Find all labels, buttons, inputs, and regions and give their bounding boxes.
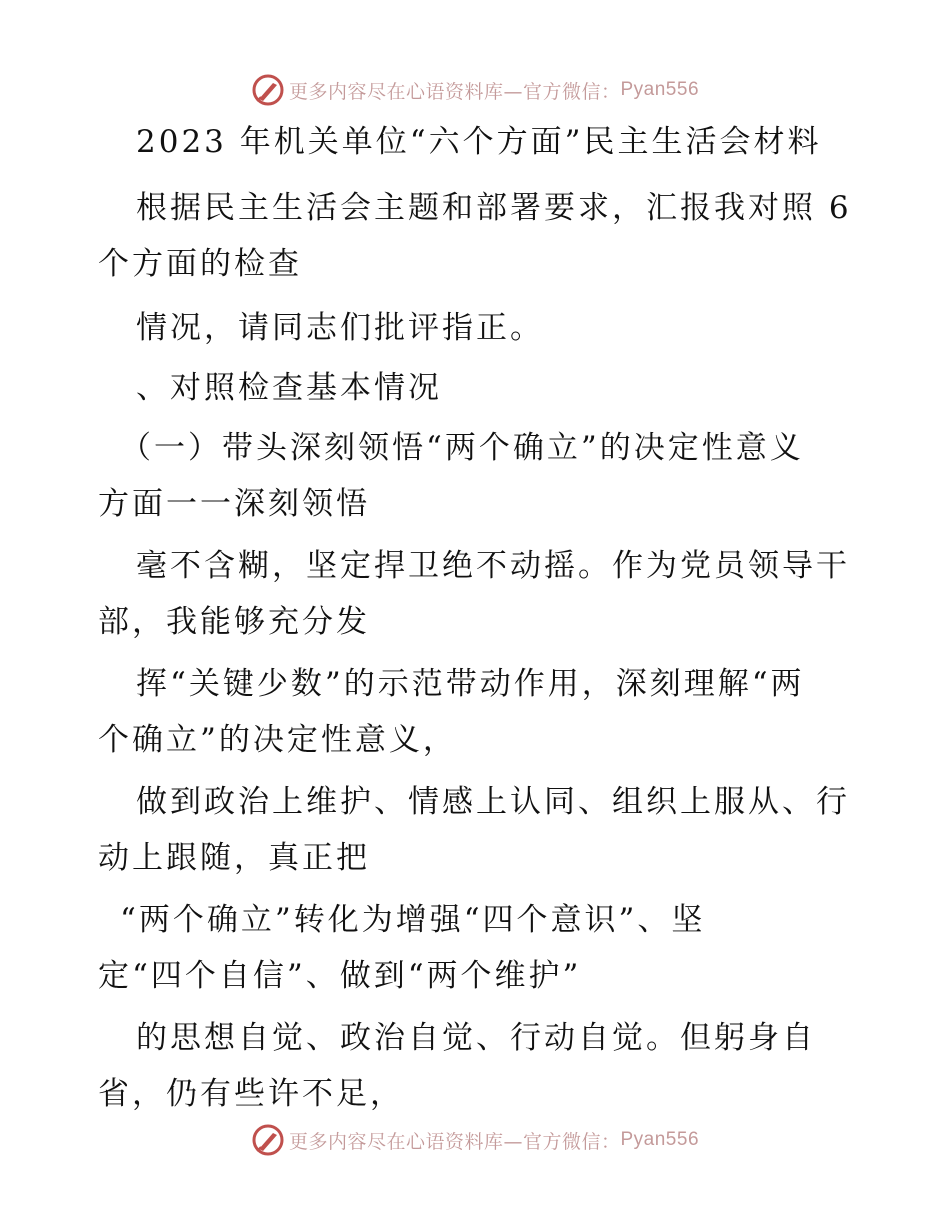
paragraph-line: 毫不含糊，坚定捍卫绝不动摇。作为党员领导干 [136, 548, 850, 584]
paragraph-line: 动上跟随，真正把 [98, 840, 370, 876]
watermark-text: 更多内容尽在心语资料库—官方微信： [288, 1130, 621, 1153]
paragraph-line: “两个确立”转化为增强“四个意识”、坚 [120, 902, 706, 938]
paragraph-line: 个方面的检查 [98, 246, 302, 282]
document-title: 2023 年机关单位“六个方面”民主生活会材料 [136, 124, 822, 160]
paragraph-line: 做到政治上维护、情感上认同、组织上服从、行 [136, 784, 850, 820]
quill-logo-icon [251, 73, 285, 107]
paragraph-line: 挥“关键少数”的示范带动作用，深刻理解“两 [136, 666, 805, 702]
paragraph-line: 的思想自觉、政治自觉、行动自觉。但躬身自 [136, 1020, 816, 1056]
paragraph-line: 方面一一深刻领悟 [98, 486, 370, 522]
section-heading: 、对照检查基本情况 [136, 370, 442, 406]
paragraph-line: 根据民主生活会主题和部署要求，汇报我对照 6 [136, 190, 852, 226]
paragraph-line: 定“四个自信”、做到“两个维护” [98, 958, 582, 994]
watermark-text: 更多内容尽在心语资料库—官方微信： [288, 80, 621, 103]
paragraph-line: 个确立”的决定性意义， [98, 722, 457, 758]
paragraph-line: 省，仍有些许不足， [98, 1076, 404, 1112]
watermark-wechat-id: Pyan556 [620, 1129, 700, 1150]
quill-logo-icon [251, 1123, 285, 1157]
paragraph-line: 情况，请同志们批评指正。 [136, 310, 544, 346]
paragraph-line: 部，我能够充分发 [98, 604, 370, 640]
subsection-heading: （一）带头深刻领悟“两个确立”的决定性意义 [120, 430, 804, 466]
footer-watermark [0, 1120, 950, 1160]
header-watermark [0, 70, 950, 110]
watermark-wechat-id: Pyan556 [620, 79, 700, 100]
